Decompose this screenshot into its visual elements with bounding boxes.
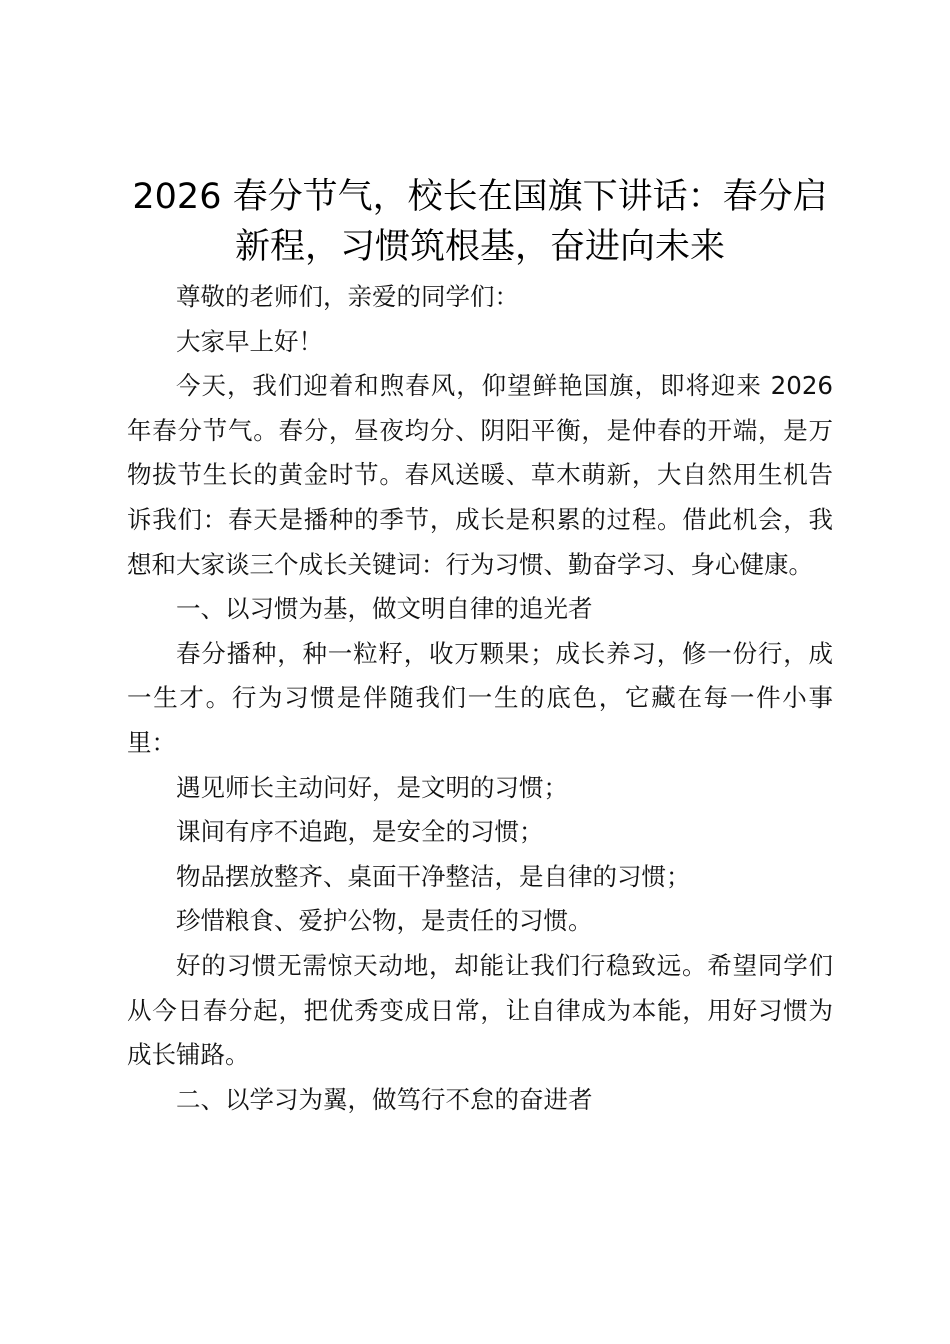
document-content <box>127 172 833 1122</box>
habit-item-3: 物品摆放整齐、桌面干净整洁，是自律的习惯； <box>176 861 691 891</box>
habit-item-1: 遇见师长主动问好，是文明的习惯； <box>176 772 568 802</box>
habit-item-2: 课间有序不追跑，是安全的习惯； <box>176 817 544 847</box>
salutation: 尊敬的老师们，亲爱的同学们： <box>176 282 519 311</box>
greeting: 大家早上好！ <box>176 326 323 356</box>
habit-item-4: 珍惜粮食、爱护公物，是责任的习惯。 <box>176 906 593 936</box>
section-1-conclusion: 好的习惯无需惊天动地，却能让我们行稳致远。希望同学们从今日春分起，把优秀变成日常，让自律成为本能，用好习惯为成长铺路。 <box>127 950 833 1070</box>
section-heading-2: 二、以学习为翼，做笃行不怠的奋进者 <box>176 1084 593 1114</box>
document-title: 2026 春分节气，校长在国旗下讲话：春分启新程，习惯筑根基，奋进向未来 <box>132 177 828 267</box>
section-1-paragraph: 春分播种，种一粒籽，收万颗果；成长养习，修一份行，成一生才。行为习惯是伴随我们一生的底色，它藏在每一件小事里： <box>127 638 833 757</box>
section-heading-1: 一、以习惯为基，做文明自律的追光者 <box>176 594 593 624</box>
document-body <box>127 275 833 1122</box>
intro-paragraph: 今天，我们迎着和煦春风，仰望鲜艳国旗，即将迎来 2026 年春分节气。春分，昼夜均分、阴阳平衡，是仲春的开端，是万物拔节生长的黄金时节。春风送暖、草木萌新，大自然用生机告诉我们：春天是播种的季节，成长是积累的过程。借此机会，我想和大家谈三个成长关键词：行为习惯、勤奋学习、身心健康。 <box>127 371 833 579</box>
